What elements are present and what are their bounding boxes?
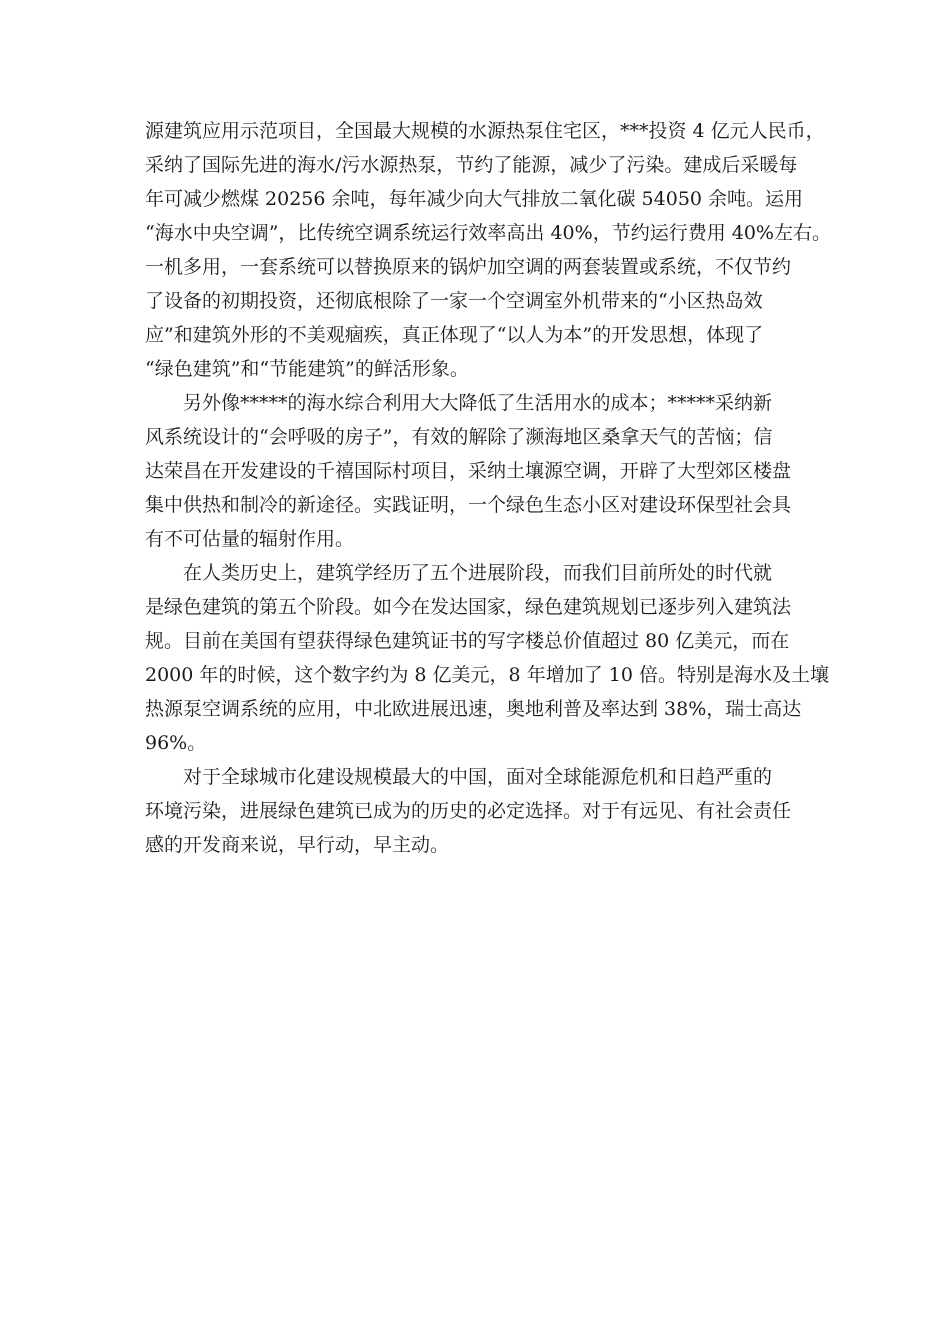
paragraph-3 xyxy=(145,556,829,760)
text-line: 年可减少燃煤 20256 余吨，每年减少向大气排放二氧化碳 54050 余吨。运用 xyxy=(145,188,804,210)
paragraph-2 xyxy=(145,386,810,556)
text-line: 规。目前在美国有望获得绿色建筑证书的写字楼总价值超过 80 亿美元，而在 xyxy=(145,630,790,652)
text-line: “海水中央空调”，比传统空调系统运行效率高出 40%，节约运行费用 40%左右。 xyxy=(145,222,831,244)
text-line: 环境污染，进展绿色建筑已成为的历史的必定选择。对于有远见、有社会责任 xyxy=(145,800,792,822)
paragraph-1 xyxy=(145,114,831,386)
paragraph-4 xyxy=(145,760,810,862)
text-line: 采纳了国际先进的海水/污水源热泵，节约了能源，减少了污染。建成后采暖每 xyxy=(145,154,798,176)
text-line: 96%。 xyxy=(145,732,207,754)
text-line: 了设备的初期投资，还彻底根除了一家一个空调室外机带来的“小区热岛效 xyxy=(145,290,763,312)
text-line: 对于全球城市化建设规模最大的中国，面对全球能源危机和日趋严重的 xyxy=(183,766,773,788)
text-line: 风系统设计的“会呼吸的房子”，有效的解除了濒海地区桑拿天气的苦恼；信 xyxy=(145,426,773,448)
text-line: 2000 年的时候，这个数字约为 8 亿美元，8 年增加了 10 倍。特别是海水及土壤 xyxy=(145,664,829,686)
text-line: 一机多用，一套系统可以替换原来的锅炉加空调的两套装置或系统，不仅节约 xyxy=(145,256,792,278)
document-body xyxy=(145,114,831,862)
text-line: 达荣昌在开发建设的千禧国际村项目，采纳土壤源空调，开辟了大型郊区楼盘 xyxy=(145,460,792,482)
text-line: 源建筑应用示范项目，全国最大规模的水源热泵住宅区，***投资 4 亿元人民币， xyxy=(145,120,825,142)
text-line: 应”和建筑外形的不美观痼疾，真正体现了“以人为本”的开发思想，体现了 xyxy=(145,324,764,346)
text-line: 有不可估量的辐射作用。 xyxy=(145,528,355,550)
text-line: 另外像*****的海水综合利用大大降低了生活用水的成本；*****采纳新 xyxy=(183,392,773,414)
text-line: 集中供热和制冷的新途径。实践证明，一个绿色生态小区对建设环保型社会具 xyxy=(145,494,792,516)
text-line: 是绿色建筑的第五个阶段。如今在发达国家，绿色建筑规划已逐步列入建筑法 xyxy=(145,596,792,618)
text-line: 在人类历史上，建筑学经历了五个进展阶段，而我们目前所处的时代就 xyxy=(183,562,773,584)
text-line: 热源泵空调系统的应用，中北欧进展迅速，奥地利普及率达到 38%，瑞士高达 xyxy=(145,698,802,720)
text-line: 感的开发商来说，早行动，早主动。 xyxy=(145,834,450,856)
text-line: “绿色建筑”和“节能建筑”的鲜活形象。 xyxy=(145,358,469,380)
